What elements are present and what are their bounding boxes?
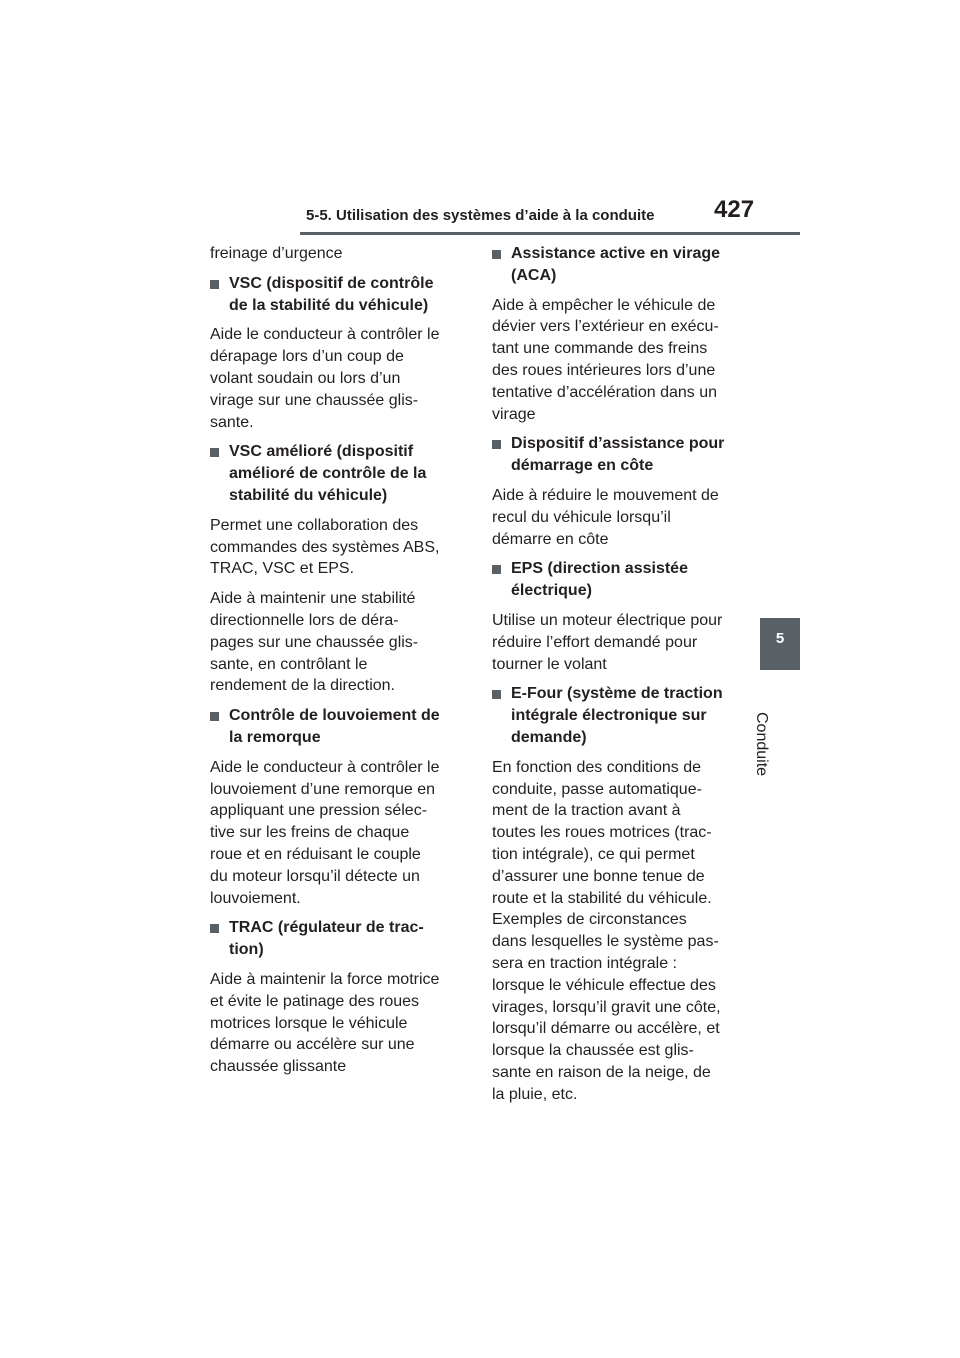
square-bullet-icon bbox=[210, 924, 219, 933]
square-bullet-icon bbox=[492, 690, 501, 699]
heading-aca bbox=[492, 243, 748, 287]
heading-e-four bbox=[492, 683, 748, 748]
square-bullet-icon bbox=[210, 280, 219, 289]
square-bullet-icon bbox=[492, 250, 501, 259]
heading-text: Dispositif d’assistance pour démarrage en côte bbox=[511, 435, 725, 475]
paragraph-vsc-ameliore-1: Permet une collaboration des commandes des systèmes ABS, TRAC, VSC et EPS. bbox=[210, 516, 440, 578]
heading-text: Contrôle de louvoiement de la remorque bbox=[229, 707, 440, 746]
paragraph-freinage-continuation: freinage d’urgence bbox=[210, 245, 343, 262]
heading-demarrage-cote bbox=[492, 433, 748, 477]
paragraph-eps: Utilise un moteur électrique pour réduire l’effort demandé pour tourner le volant bbox=[492, 611, 723, 673]
chapter-tab-label: Conduite bbox=[753, 712, 770, 777]
paragraph-aca: Aide à empêcher le véhicule de dévier vers l’extérieur en exécu- tant une commande des freins des roues intérieures lors d’une tentative d’accélération dans un virage bbox=[492, 296, 719, 423]
paragraph-louvoiement: Aide le conducteur à contrôler le louvoiement d’une remorque en appliquant une pression sélec- tive sur les freins de chaque roue et en réduisant le couple du moteur lorsqu’il détecte un louvoiement. bbox=[210, 758, 440, 907]
left-column bbox=[210, 243, 466, 1086]
heading-louvoiement bbox=[210, 705, 466, 749]
right-column bbox=[492, 243, 748, 1113]
heading-vsc-ameliore bbox=[210, 441, 466, 506]
heading-trac bbox=[210, 917, 466, 961]
heading-text: EPS (direction assistée électrique) bbox=[511, 560, 688, 600]
header-rule bbox=[300, 232, 800, 235]
paragraph-vsc-ameliore-2: Aide à maintenir une stabilité directionnelle lors de déra- pages sur une chaussée glis- sante, en contrôlant le rendement de la direction. bbox=[210, 590, 419, 695]
paragraph-trac: Aide à maintenir la force motrice et évite le patinage des roues motrices lorsque le véhicule démarre ou accélère sur une chaussée glissante bbox=[210, 970, 440, 1076]
square-bullet-icon bbox=[210, 712, 219, 721]
section-title: 5-5. Utilisation des systèmes d’aide à la conduite bbox=[306, 207, 655, 224]
paragraph-e-four: En fonction des conditions de conduite, passe automatique- ment de la traction avant à toutes les roues motrices (trac- tion intégrale), ce qui permet d’assurer une bonne tenue de route et la stabilité du véhicule. Exemples de circonstances dans lesquelles le système pas- sera en traction intégrale : lorsque le véhicule effectue des virages, lorsqu’il gravit une côte, lorsqu’il démarre ou accélère, et lorsque la chaussée est glis- sante en raison de la neige, de la pluie, etc. bbox=[492, 758, 721, 1103]
heading-text: Assistance active en virage (ACA) bbox=[511, 245, 721, 284]
paragraph-vsc: Aide le conducteur à contrôler le dérapage lors d’un coup de volant soudain ou lors d’un virage sur une chaussée glis- sante. bbox=[210, 326, 440, 431]
square-bullet-icon bbox=[492, 440, 501, 449]
heading-vsc bbox=[210, 273, 466, 317]
paragraph-demarrage-cote: Aide à réduire le mouvement de recul du véhicule lorsqu’il démarre en côte bbox=[492, 486, 719, 548]
heading-eps bbox=[492, 558, 748, 602]
square-bullet-icon bbox=[492, 565, 501, 574]
heading-text: VSC (dispositif de contrôle de la stabilité du véhicule) bbox=[229, 274, 434, 314]
heading-text: E-Four (système de traction intégrale électronique sur demande) bbox=[511, 685, 723, 746]
square-bullet-icon bbox=[210, 448, 219, 457]
page-number: 427 bbox=[714, 196, 755, 223]
heading-text: TRAC (régulateur de trac- tion) bbox=[229, 919, 424, 959]
heading-text: VSC amélioré (dispositif amélioré de contrôle de la stabilité du véhicule) bbox=[229, 443, 427, 504]
chapter-tab-number: 5 bbox=[775, 630, 785, 647]
